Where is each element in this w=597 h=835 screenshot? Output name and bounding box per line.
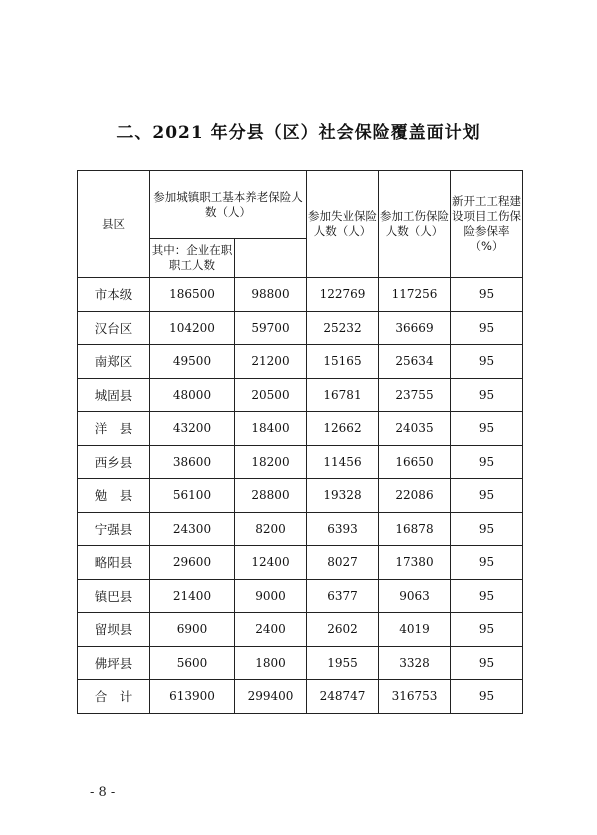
injury-cell: 24035 [379, 412, 451, 446]
unemployment-cell: 122769 [307, 278, 379, 312]
pension-cell: 6900 [150, 613, 235, 647]
page-title: 二、2021 年分县（区）社会保险覆盖面计划 [116, 123, 481, 143]
rate-cell: 95 [451, 579, 523, 613]
county-cell: 镇巴县 [78, 579, 150, 613]
table-row [78, 613, 523, 647]
header-construction-rate: 新开工工程建设项目工伤保险参保率（%） [451, 171, 523, 278]
enterprise-cell: 1800 [235, 646, 307, 680]
coverage-plan-table [77, 170, 523, 714]
county-cell: 宁强县 [78, 512, 150, 546]
county-cell: 城固县 [78, 378, 150, 412]
rate-cell: 95 [451, 680, 523, 714]
pension-cell: 104200 [150, 311, 235, 345]
unemployment-cell: 15165 [307, 345, 379, 379]
county-cell: 勉 县 [78, 479, 150, 513]
rate-cell: 95 [451, 546, 523, 580]
enterprise-cell: 299400 [235, 680, 307, 714]
injury-cell: 36669 [379, 311, 451, 345]
unemployment-cell: 2602 [307, 613, 379, 647]
enterprise-cell: 8200 [235, 512, 307, 546]
enterprise-cell: 59700 [235, 311, 307, 345]
header-unemployment: 参加失业保险人数（人） [307, 171, 379, 278]
unemployment-cell: 6393 [307, 512, 379, 546]
injury-cell: 117256 [379, 278, 451, 312]
table-row [78, 412, 523, 446]
enterprise-cell: 98800 [235, 278, 307, 312]
injury-cell: 3328 [379, 646, 451, 680]
injury-cell: 17380 [379, 546, 451, 580]
unemployment-cell: 16781 [307, 378, 379, 412]
table-row [78, 445, 523, 479]
table-row [78, 680, 523, 714]
rate-cell: 95 [451, 278, 523, 312]
injury-cell: 25634 [379, 345, 451, 379]
rate-cell: 95 [451, 445, 523, 479]
pension-cell: 24300 [150, 512, 235, 546]
enterprise-cell: 18400 [235, 412, 307, 446]
enterprise-cell: 18200 [235, 445, 307, 479]
rate-cell: 95 [451, 311, 523, 345]
header-pension: 参加城镇职工基本养老保险人数（人） [150, 171, 307, 239]
county-cell: 市本级 [78, 278, 150, 312]
county-cell: 留坝县 [78, 613, 150, 647]
table-body [78, 278, 523, 714]
injury-cell: 16650 [379, 445, 451, 479]
county-cell: 南郑区 [78, 345, 150, 379]
header-county: 县区 [78, 171, 150, 278]
table-row [78, 345, 523, 379]
pension-cell: 56100 [150, 479, 235, 513]
enterprise-cell: 9000 [235, 579, 307, 613]
unemployment-cell: 8027 [307, 546, 379, 580]
enterprise-cell: 28800 [235, 479, 307, 513]
header-injury: 参加工伤保险人数（人） [379, 171, 451, 278]
injury-cell: 316753 [379, 680, 451, 714]
table-row [78, 278, 523, 312]
rate-cell: 95 [451, 512, 523, 546]
pension-cell: 49500 [150, 345, 235, 379]
injury-cell: 23755 [379, 378, 451, 412]
unemployment-cell: 12662 [307, 412, 379, 446]
table-row [78, 378, 523, 412]
header-pension-enterprise: 其中：企业在职职工人数 [150, 239, 235, 278]
enterprise-cell: 21200 [235, 345, 307, 379]
unemployment-cell: 248747 [307, 680, 379, 714]
unemployment-cell: 25232 [307, 311, 379, 345]
table-row [78, 579, 523, 613]
page-number: - 8 - [90, 785, 116, 800]
pension-cell: 613900 [150, 680, 235, 714]
unemployment-cell: 11456 [307, 445, 379, 479]
pension-cell: 29600 [150, 546, 235, 580]
enterprise-cell: 2400 [235, 613, 307, 647]
table-row [78, 479, 523, 513]
unemployment-cell: 6377 [307, 579, 379, 613]
pension-cell: 186500 [150, 278, 235, 312]
pension-cell: 5600 [150, 646, 235, 680]
pension-cell: 43200 [150, 412, 235, 446]
injury-cell: 16878 [379, 512, 451, 546]
county-cell: 汉台区 [78, 311, 150, 345]
table-row [78, 646, 523, 680]
unemployment-cell: 1955 [307, 646, 379, 680]
injury-cell: 9063 [379, 579, 451, 613]
rate-cell: 95 [451, 345, 523, 379]
enterprise-cell: 12400 [235, 546, 307, 580]
rate-cell: 95 [451, 613, 523, 647]
injury-cell: 22086 [379, 479, 451, 513]
pension-cell: 38600 [150, 445, 235, 479]
pension-cell: 48000 [150, 378, 235, 412]
unemployment-cell: 19328 [307, 479, 379, 513]
enterprise-cell: 20500 [235, 378, 307, 412]
rate-cell: 95 [451, 646, 523, 680]
county-cell: 西乡县 [78, 445, 150, 479]
county-cell: 佛坪县 [78, 646, 150, 680]
table-row [78, 512, 523, 546]
county-cell: 洋 县 [78, 412, 150, 446]
rate-cell: 95 [451, 412, 523, 446]
pension-cell: 21400 [150, 579, 235, 613]
injury-cell: 4019 [379, 613, 451, 647]
rate-cell: 95 [451, 378, 523, 412]
table-row [78, 546, 523, 580]
county-cell: 合 计 [78, 680, 150, 714]
rate-cell: 95 [451, 479, 523, 513]
table-row [78, 311, 523, 345]
county-cell: 略阳县 [78, 546, 150, 580]
